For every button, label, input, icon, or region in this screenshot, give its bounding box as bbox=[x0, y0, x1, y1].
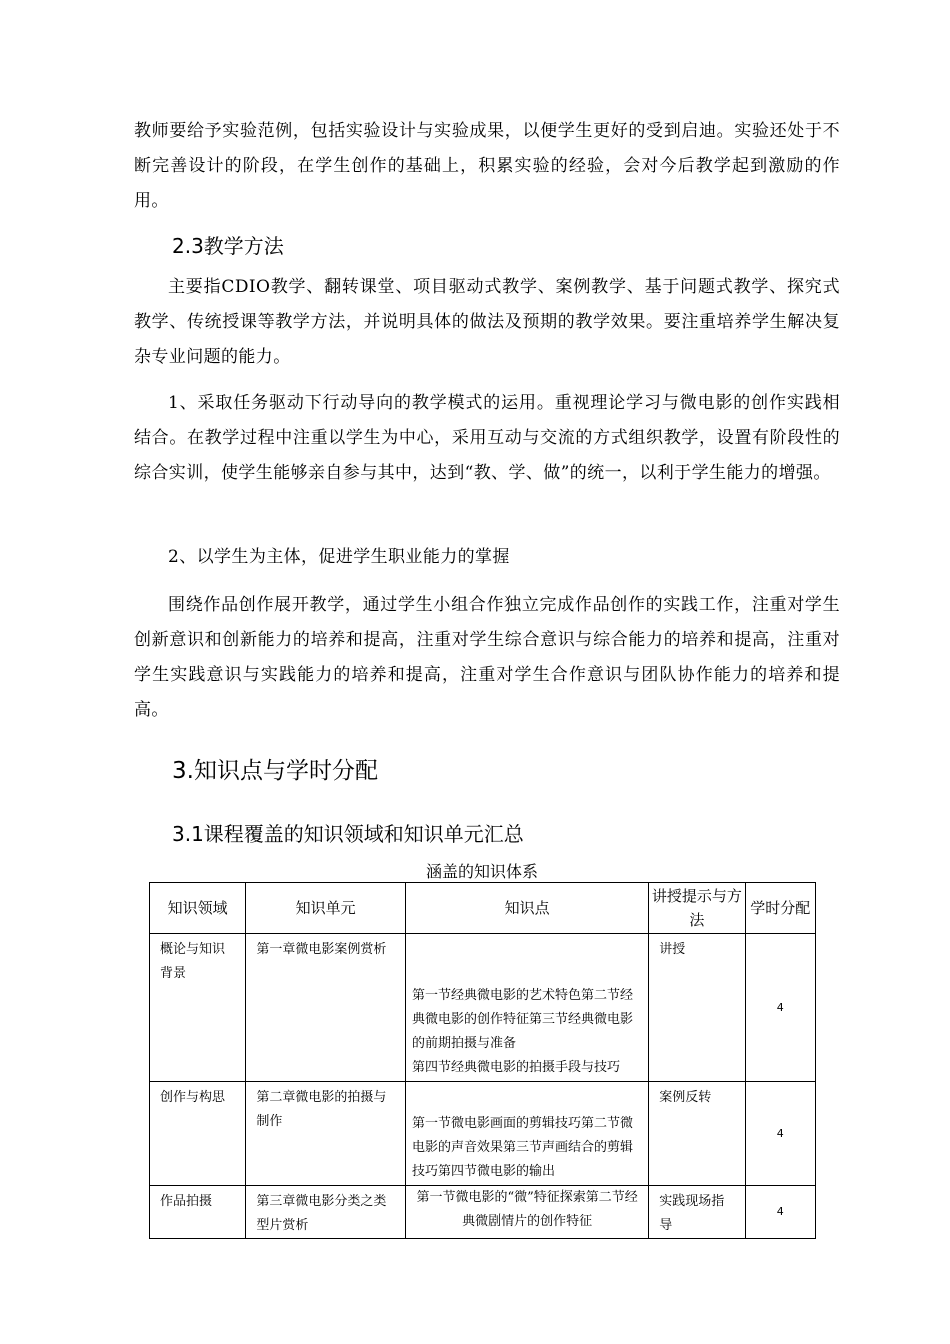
cell-points: 第一节微电影的“微”特征探索第二节经典微剧情片的创作特征 bbox=[406, 1186, 649, 1239]
cell-method: 实践现场指导 bbox=[649, 1186, 745, 1239]
cell-method: 讲授 bbox=[649, 934, 745, 1082]
paragraph-works: 围绕作品创作展开教学，通过学生小组合作独立完成作品创作的实践工作，注重对学生创新意识和创新能力的培养和提高，注重对学生综合意识与综合能力的培养和提高，注重对学生实践意识与实践能力的培养和提高，注重对学生合作意识与团队协作能力的培养和提高。 bbox=[134, 595, 840, 720]
header-hours: 学时分配 bbox=[745, 883, 815, 934]
cell-points bbox=[406, 934, 649, 1082]
table-row bbox=[150, 1186, 816, 1239]
header-area: 知识领域 bbox=[150, 883, 246, 934]
knowledge-table bbox=[149, 882, 816, 1239]
heading-3: 3.知识点与学时分配 bbox=[172, 758, 378, 784]
paragraph-methods: 主要指CDIO教学、翻转课堂、项目驱动式教学、案例教学、基于问题式教学、探究式教学、传统授课等教学方法，并说明具体的做法及预期的教学效果。要注重培养学生解决复杂专业问题的能力。 bbox=[134, 277, 840, 367]
paragraph-point-1: 1、采取任务驱动下行动导向的教学模式的运用。重视理论学习与微电影的创作实践相结合。在教学过程中注重以学生为中心，采用互动与交流的方式组织教学，设置有阶段性的综合实训，使学生能够亲自参与其中，达到“教、学、做”的统一，以利于学生能力的增强。 bbox=[134, 393, 840, 483]
table-row bbox=[150, 1082, 816, 1186]
cell-unit: 第一章微电影案例赏析 bbox=[246, 934, 406, 1082]
cell-hours: 4 bbox=[745, 934, 815, 1082]
table-caption: 涵盖的知识体系 bbox=[425, 862, 538, 881]
heading-3-1: 3.1课程覆盖的知识领域和知识单元汇总 bbox=[172, 822, 524, 846]
cell-method: 案例反转 bbox=[649, 1082, 745, 1186]
cell-points: 第一节微电影画面的剪辑技巧第二节微电影的声音效果第三节声画结合的剪辑技巧第四节微电影的输出 bbox=[406, 1082, 649, 1186]
cell-unit: 第三章微电影分类之类型片赏析 bbox=[246, 1186, 406, 1239]
cell-unit: 第二章微电影的拍摄与制作 bbox=[246, 1082, 406, 1186]
cell-area: 作品拍摄 bbox=[150, 1186, 246, 1239]
cell-area: 概论与知识背景 bbox=[150, 934, 246, 1082]
cell-hours: 4 bbox=[745, 1082, 815, 1186]
header-points: 知识点 bbox=[406, 883, 649, 934]
heading-2-3: 2.3教学方法 bbox=[172, 234, 284, 258]
header-method: 讲授提示与方法 bbox=[649, 883, 745, 934]
cell-area: 创作与构思 bbox=[150, 1082, 246, 1186]
table-header-row bbox=[150, 883, 816, 934]
paragraph-experiment: 教师要给予实验范例，包括实验设计与实验成果，以便学生更好的受到启迪。实验还处于不断完善设计的阶段，在学生创作的基础上，积累实验的经验，会对今后教学起到激励的作用。 bbox=[134, 121, 840, 211]
cell-hours: 4 bbox=[745, 1186, 815, 1239]
header-unit: 知识单元 bbox=[246, 883, 406, 934]
paragraph-point-2: 2、以学生为主体，促进学生职业能力的掌握 bbox=[168, 547, 510, 567]
cell-points-extra: 第四节经典微电影的拍摄手段与技巧 bbox=[412, 1060, 621, 1075]
cell-points-text: 第一节经典微电影的艺术特色第二节经典微电影的创作特征第三节经典微电影的前期拍摄与准备 bbox=[412, 988, 634, 1051]
table-row bbox=[150, 934, 816, 1082]
